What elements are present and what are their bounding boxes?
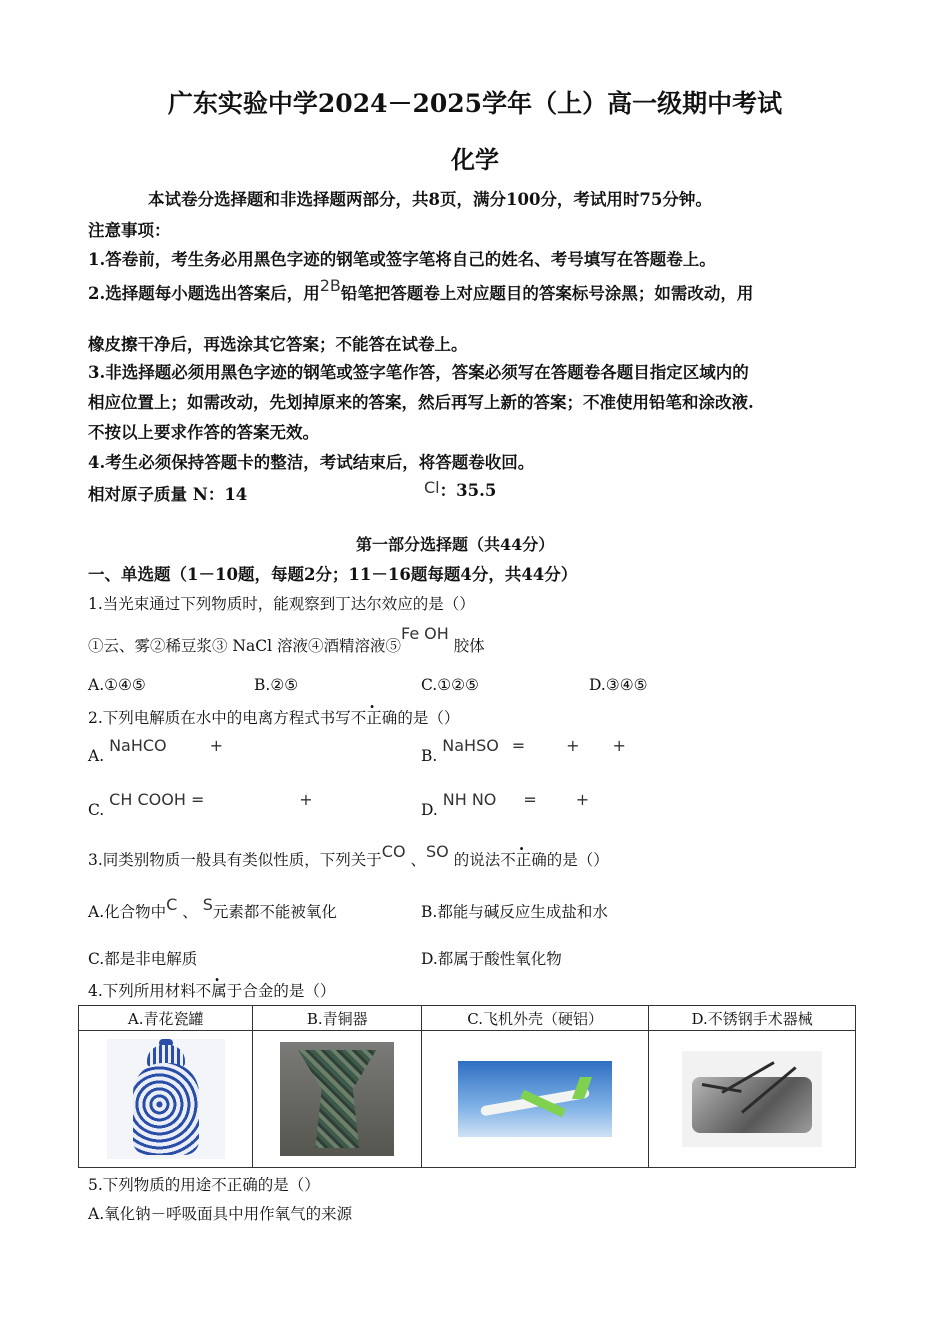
part1-heading: 第一部分选择题（共44分）	[356, 535, 555, 554]
notice-item-1: 1.答卷前，考生务必用黑色字迹的钢笔或签字笔将自己的姓名、考号填写在答题卷上。	[88, 250, 716, 269]
q4-stem: 4.下列所用材料不属于合金的是（）	[88, 982, 336, 1000]
section-heading: 一、单选题（1－10题，每题2分；11－16题每题4分，共44分）	[88, 565, 578, 584]
notice-item-3: 3.非选择题必须用黑色字迹的钢笔或签字笔作答，答案必须写在答题卷各题目指定区域内的	[88, 363, 749, 382]
bronze-vessel-image	[280, 1042, 394, 1156]
q1-option-b: B.②⑤	[254, 676, 299, 694]
exam-title: 广东实验中学2024－2025学年（上）高一级期中考试	[167, 89, 783, 118]
q3-option-b: B.都能与碱反应生成盐和水	[421, 903, 608, 921]
q4-header-b: B.青铜器	[253, 1006, 422, 1031]
q1-option-d: D.③④⑤	[589, 676, 648, 694]
q3-option-d: D.都属于酸性氧化物	[421, 950, 562, 968]
pencil-2b: 2B	[319, 276, 341, 295]
q2-option-a: A. NaHCO +	[88, 736, 223, 765]
notice-item-3-cont2: 不按以上要求作答的答案无效。	[88, 423, 319, 442]
atomic-mass-cl: Cl：35.5	[424, 478, 497, 500]
q4-options-table	[78, 1005, 856, 1168]
notice-item-2-cont: 橡皮擦干净后，再选涂其它答案；不能答在试卷上。	[88, 335, 468, 354]
q2-option-b: B. NaHSO = + +	[421, 736, 626, 765]
q1-stem: 1.当光束通过下列物质时，能观察到丁达尔效应的是（）	[88, 595, 475, 613]
q2-option-d: D. NH NO = +	[421, 790, 590, 819]
notice-item-2: 2.选择题每小题选出答案后，用2B铅笔把答题卷上对应题目的答案标号涂黑；如需改动，用	[88, 276, 754, 303]
airplane-image	[458, 1061, 612, 1137]
q2-emphasis: 不正确	[350, 709, 398, 727]
q2-option-c: C. CH COOH = +	[88, 790, 313, 819]
q4-emphasis: 不属于	[195, 982, 243, 1000]
q1-items: ①云、雾②稀豆浆③ NaCl 溶液④酒精溶液⑤Fe OH 胶体	[88, 624, 485, 655]
q4-header-d: D.不锈钢手术器械	[649, 1006, 856, 1031]
atomic-mass-n: 相对原子质量 N：14	[88, 485, 248, 504]
notice-item-4: 4.考生必须保持答题卡的整洁，考试结束后，将答题卷收回。	[88, 453, 535, 472]
q4-cell-b	[253, 1031, 422, 1168]
subject-title: 化学	[451, 145, 499, 174]
q3-stem: 3.同类别物质一般具有类似性质，下列关于CO 、SO 的说法不正确的是（）	[88, 842, 609, 869]
q5-stem: 5.下列物质的用途不正确的是（）	[88, 1176, 320, 1194]
notice-heading: 注意事项：	[88, 221, 171, 240]
surgical-instruments-image	[682, 1051, 822, 1147]
q4-header-a: A.青花瓷罐	[79, 1006, 253, 1031]
q1-option-c: C.①②⑤	[421, 676, 479, 694]
q1-option-a: A.①④⑤	[88, 676, 146, 694]
q4-header-c: C.飞机外壳（硬铝）	[422, 1006, 649, 1031]
notice-item-3-cont: 相应位置上；如需改动，先划掉原来的答案，然后再写上新的答案；不准使用铅笔和涂改液.	[88, 393, 754, 412]
q3-emphasis: 不正确	[500, 851, 547, 869]
q2-stem: 2.下列电解质在水中的电离方程式书写不正确的是（）	[88, 709, 460, 727]
q4-cell-d	[649, 1031, 856, 1168]
q4-cell-a	[79, 1031, 253, 1168]
q5-option-a: A.氧化钠－呼吸面具中用作氧气的来源	[88, 1205, 353, 1223]
q3-option-a: A.化合物中C 、 S元素都不能被氧化	[88, 895, 337, 921]
q4-cell-c	[422, 1031, 649, 1168]
porcelain-jar-image	[107, 1039, 225, 1159]
q3-option-c: C.都是非电解质	[88, 950, 198, 968]
exam-intro: 本试卷分选择题和非选择题两部分，共8页，满分100分，考试用时75分钟。	[148, 190, 712, 209]
